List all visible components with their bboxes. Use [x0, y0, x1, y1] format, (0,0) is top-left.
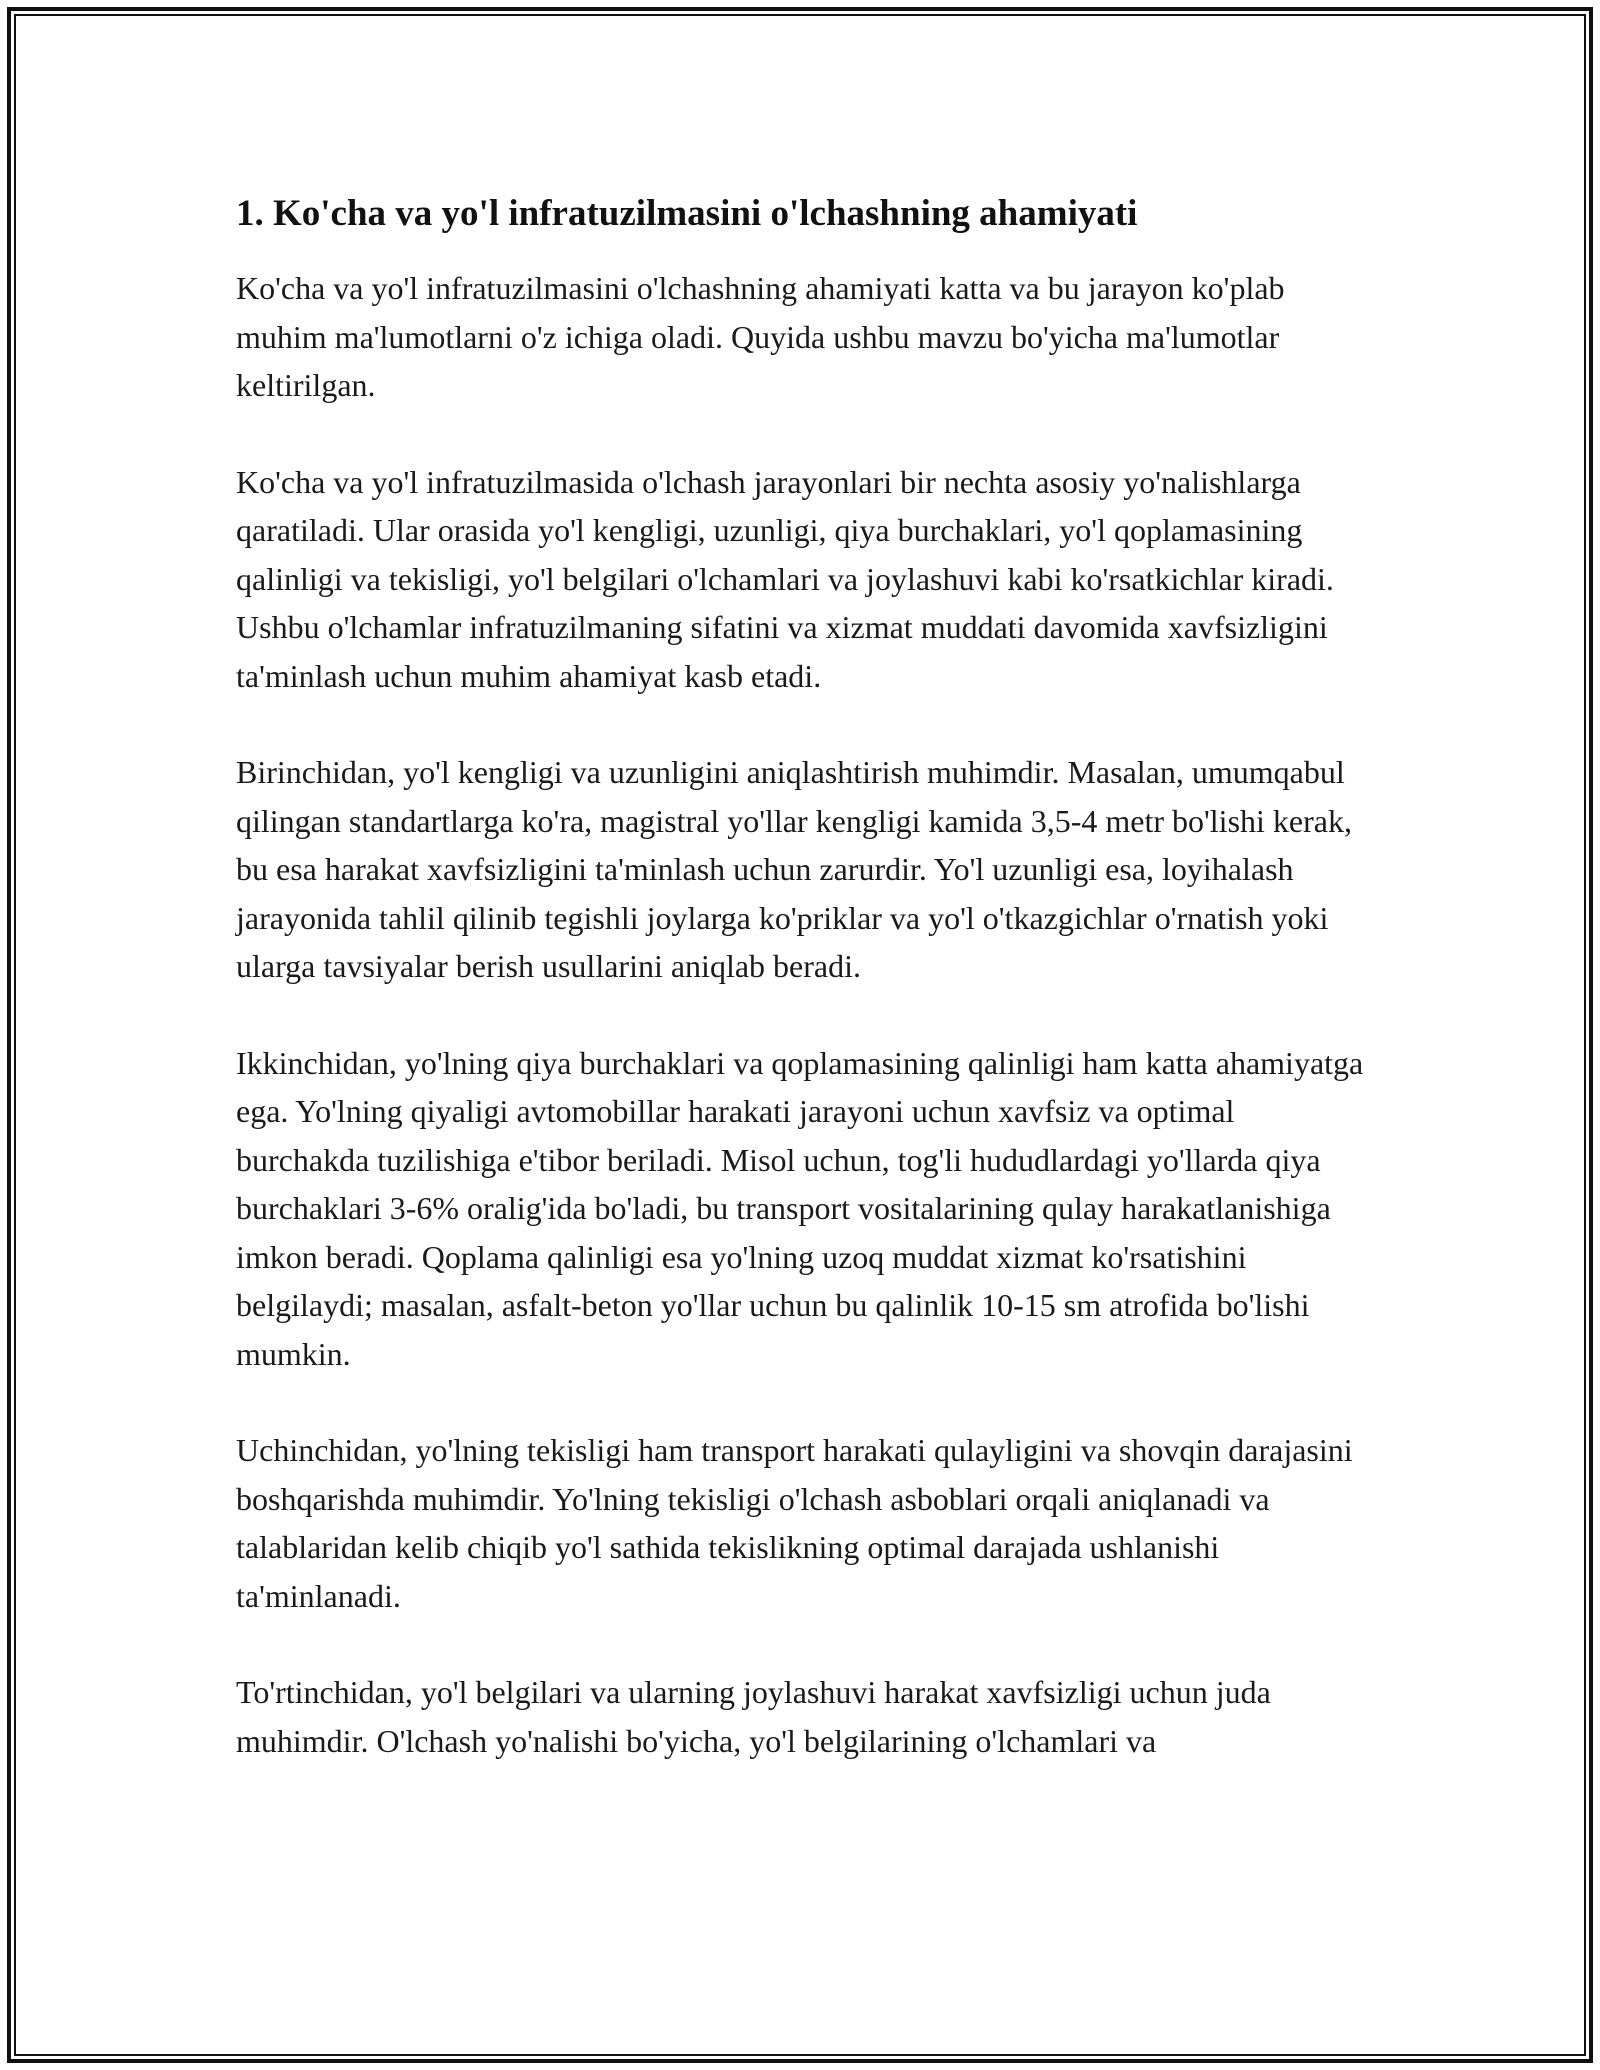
paragraph-second: Ikkinchidan, yo'lning qiya burchaklari va qoplamasining qalinligi ham katta ahamiyatga ega. Yo'lning qiyaligi avtomobillar harakati jarayoni uchun xavfsiz va optimal burchakda tuzilishiga e'tibor beriladi. Misol uchun, tog'li hududlardagi yo'llarda qiya burchaklari 3-6% oralig'ida bo'ladi, bu transport vositalarining qulay harakatlanishiga imkon beradi. Qoplama qalinligi esa yo'lning uzoq muddat xizmat ko'rsatishini belgilaydi; masalan, asfalt-beton yo'llar uchun bu qalinlik 10-15 sm atrofida bo'lishi mumkin. [236, 1044, 1364, 1372]
paragraph-fourth: To'rtinchidan, yo'l belgilari va ularning joylashuvi harakat xavfsizligi uchun juda muhimdir. O'lchash yo'nalishi bo'yicha, yo'l belgilarining o'lchamlari va [236, 1674, 1271, 1759]
paragraph-directions: Ko'cha va yo'l infratuzilmasida o'lchash jarayonlari bir nechta asosiy yo'nalishlarga qaratiladi. Ular orasida yo'l kengligi, uzunligi, qiya burchaklari, yo'l qoplamasining qalinligi va tekisligi, yo'l belgilari o'lchamlari va joylashuvi kabi ko'rsatkichlar kiradi. Ushbu o'lchamlar infratuzilmaning sifatini va xizmat muddati davomida xavfsizligini ta'minlash uchun muhim ahamiyat kasb etadi. [236, 463, 1334, 694]
paragraph-third: Uchinchidan, yo'lning tekisligi ham transport harakati qulayligini va shovqin darajasini boshqarishda muhimdir. Yo'lning tekisligi o'lchash asboblari orqali aniqlanadi va talablaridan kelib chiqib yo'l sathida tekislikning optimal darajada ushlanishi ta'minlanadi. [236, 1432, 1353, 1614]
document-body [236, 188, 1366, 1813]
section-heading: 1. Ko'cha va yo'l infratuzilmasini o'lchashning ahamiyati [236, 193, 1138, 234]
paragraph-intro: Ko'cha va yo'l infratuzilmasini o'lchashning ahamiyati katta va bu jarayon ko'plab muhim ma'lumotlarni o'z ichiga oladi. Quyida ushbu mavzu bo'yicha ma'lumotlar keltirilgan. [236, 270, 1285, 403]
paragraph-first: Birinchidan, yo'l kengligi va uzunligini aniqlashtirish muhimdir. Masalan, umumqabul qilingan standartlarga ko'ra, magistral yo'llar kengligi kamida 3,5-4 metr bo'lishi kerak, bu esa harakat xavfsizligini ta'minlash uchun zarurdir. Yo'l uzunligi esa, loyihalash jarayonida tahlil qilinib tegishli joylarga ko'priklar va yo'l o'tkazgichlar o'rnatish yoki ularga tavsiyalar berish usullarini aniqlab beradi. [236, 754, 1352, 984]
